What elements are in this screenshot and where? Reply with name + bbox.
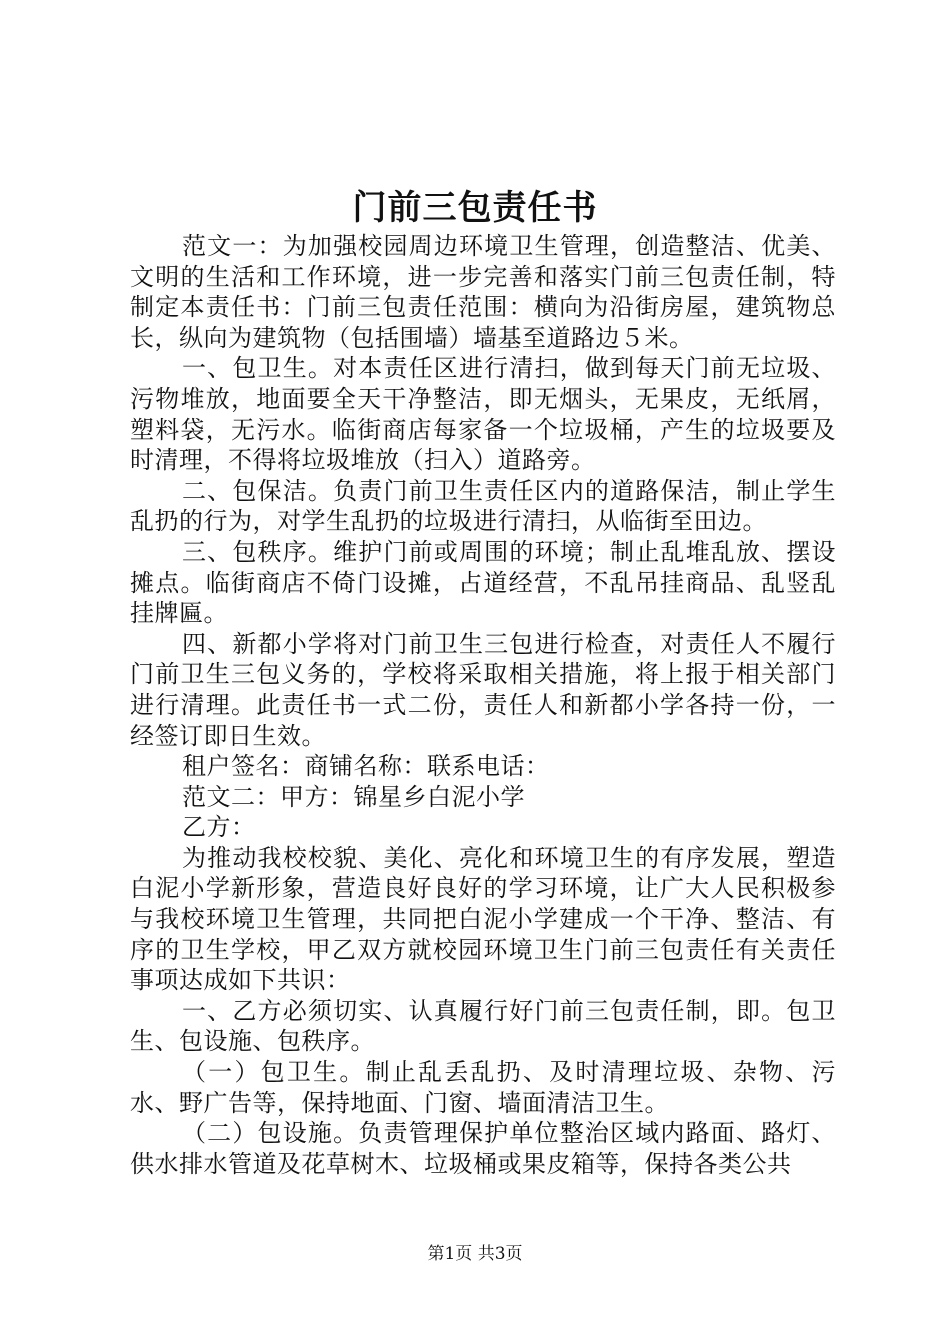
paragraph: 二、包保洁。负责门前卫生责任区内的道路保洁，制止学生乱扔的行为，对学生乱扔的垃圾进行清扫，从临街至田边。 [130,476,836,536]
paragraph: 一、包卫生。对本责任区进行清扫，做到每天门前无垃圾、污物堆放，地面要全天干净整洁，即无烟头，无果皮，无纸屑，塑料袋，无污水。临街商店每家备一个垃圾桶，产生的垃圾要及时清理，不得将垃圾堆放（扫入）道路旁。 [130,354,836,475]
document-title: 门前三包责任书 [352,188,598,228]
paragraph: 三、包秩序。维护门前或周围的环境；制止乱堆乱放、摆设摊点。临街商店不倚门设摊，占道经营，不乱吊挂商品、乱竖乱挂牌匾。 [130,537,836,628]
paragraph: 范文一：为加强校园周边环境卫生管理，创造整洁、优美、文明的生活和工作环境，进一步完善和落实门前三包责任制，特制定本责任书：门前三包责任范围：横向为沿街房屋，建筑物总长，纵向为建筑物（包括围墙）墙基至道路边５米。 [130,232,836,352]
paragraph: 四、新都小学将对门前卫生三包进行检查，对责任人不履行门前卫生三包义务的，学校将采取相关措施，将上报于相关部门进行清理。此责任书一式二份，责任人和新都小学各持一份，一经签订即日生效。 [130,629,836,750]
paragraph: 为推动我校校貌、美化、亮化和环境卫生的有序发展，塑造白泥小学新形象，营造良好良好的学习环境，让广大人民积极参与我校环境卫生管理，共同把白泥小学建成一个干净、整洁、有序的卫生学校，甲乙双方就校园环境卫生门前三包责任有关责任事项达成如下共识： [130,843,836,995]
page-number-footer: 第1页 共3页 [427,1244,523,1264]
paragraph: 一、乙方必须切实、认真履行好门前三包责任制，即。包卫生、包设施、包秩序。 [130,996,836,1056]
party-b-line: 乙方： [182,813,256,842]
document-body [130,231,836,1179]
paragraph: （二）包设施。负责管理保护单位整治区域内路面、路灯、供水排水管道及花草树木、垃圾桶或果皮箱等，保持各类公共 [130,1119,836,1178]
party-a-line: 范文二：甲方：锦星乡白泥小学 [182,782,525,811]
signature-line: 租户签名：商铺名称：联系电话： [182,752,550,781]
paragraph: （一）包卫生。制止乱丢乱扔、及时清理垃圾、杂物、污水、野广告等，保持地面、门窗、墙面清洁卫生。 [130,1058,836,1117]
